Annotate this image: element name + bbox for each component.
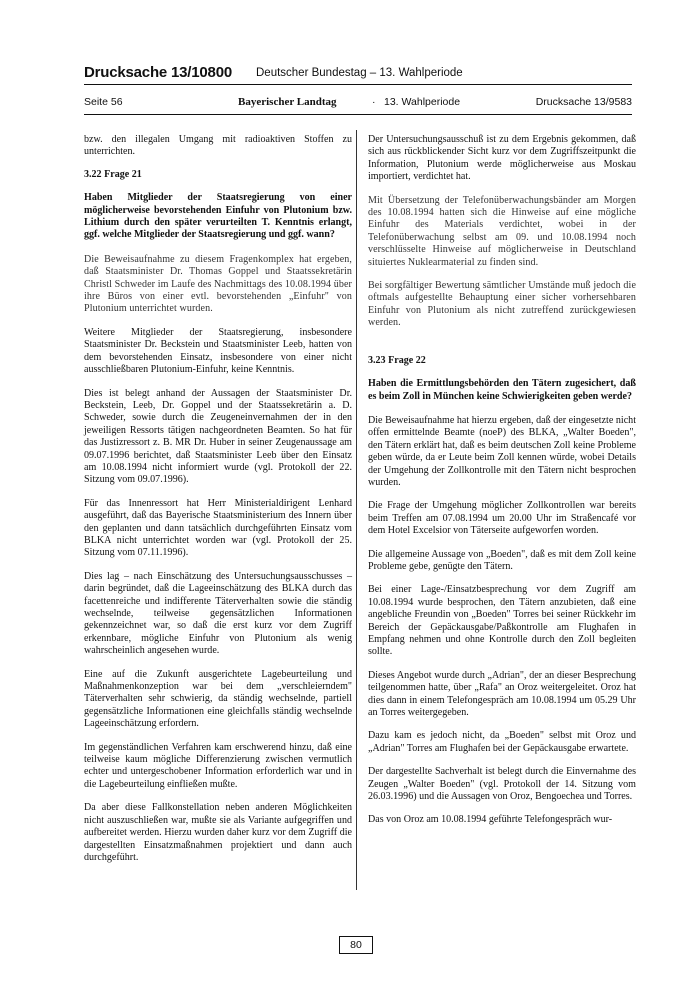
- paragraph: Die Beweisaufnahme hat hierzu ergeben, daß der eingesetzte nicht offen ermittelnde Beamte (noeP) des BLKA, „Walter Boeden", den Tätern erklärt hat, daß es beim deutschen Zoll keine Probleme geben würde, da er Leute beim Zoll kennen würde, wobei Details der Umgehung der Zollkontrolle mit den Tätern nicht besprochen wurden.: [368, 414, 636, 488]
- paragraph: bzw. den illegalen Umgang mit radioaktiven Stoffen zu unterrichten.: [84, 134, 352, 158]
- paragraph: Die Frage der Umgehung möglicher Zollkontrollen war bereits beim Treffen am 07.08.1994 um 20.00 Uhr im Straßencafé vor dem Hotel Excelsior von Täterseite aufgeworfen worden.: [368, 500, 636, 537]
- right-column: [368, 134, 636, 838]
- paragraph: Eine auf die Zukunft ausgerichtete Lagebeurteilung und Maßnahmenkonzeption war bei dem „verschleierndem" Täterverhalten sehr schwierig, da ständig wechselnde, partiell gegensätzliche Informationen eine gleichfalls ständig wechselnde Lageeinschätzung erfordern.: [84, 668, 352, 730]
- paragraph: Die allgemeine Aussage von „Boeden", daß es mit dem Zoll keine Probleme gebe, genügte den Tätern.: [368, 548, 636, 572]
- paragraph: Im gegenständlichen Verfahren kam erschwerend hinzu, daß eine teilweise kaum mögliche Differenzierung zwischen vermutlich echter und untergeschobener Information erforderlich war und in die Lagebeurteilung einfließen mußte.: [84, 741, 352, 790]
- header-separator: ·: [372, 96, 376, 108]
- left-column: [84, 134, 352, 875]
- paragraph: Der Untersuchungsausschuß ist zu dem Ergebnis gekommen, daß sich aus rückblickender Sicht kurz vor dem Zugriffszeitpunkt die Information, Plutonium werde möglicherweise aus Moskau importiert, verdichtet hat.: [368, 134, 636, 183]
- question-21: Haben Mitglieder der Staatsregierung von einer möglicherweise bevorstehenden Einfuhr von Plutonium bzw. Lithium durch den später verurteilten T. Kenntnis erlangt, ggf. welche Mitglieder der Staatsregierung und ggf. wann?: [84, 192, 352, 241]
- period-label: 13. Wahlperiode: [384, 96, 461, 108]
- paragraph: Mit Übersetzung der Telefonüberwachungsbänder am Morgen des 10.08.1994 hatten sich die Hinweise auf eine mögliche Einfuhr des Materials verdichtet, wobei in der Telefonüberwachung selbst am 09. und 10.08.1994 noch verschlüsselte Hinweise auf möglicherweise in Deutschland situiertes Nuklearmaterial zu finden sind.: [368, 194, 636, 268]
- question-22: Haben die Ermittlungsbehörden den Tätern zugesichert, daß es beim Zoll in München keine Schwierigkeiten geben werde?: [368, 378, 636, 402]
- page-subheader: [84, 96, 632, 115]
- paragraph: Bei sorgfältiger Bewertung sämtlicher Umstände muß jedoch die oftmals aufgestellte Behauptung einer sicher vorhersehbaren Einfuhr von Plutonium als nicht zutreffend zurückgewiesen werden.: [368, 280, 636, 329]
- paragraph: Dieses Angebot wurde durch „Adrian", der an dieser Besprechung teilgenommen hatte, über „Rafa" an Oroz weitergeleitet. Oroz hat dies dann in einem Telefongespräch am 10.08.1994 um 05.29 Uhr an Torres weitergegeben.: [368, 669, 636, 719]
- paragraph: Bei einer Lage-/Einsatzbesprechung vor dem Zugriff am 10.08.1994 wurde besprochen, den Tätern anzubieten, daß eine angebliche Freundin von „Boeden" Torres bei seiner Rückkehr im Bereich der Gepäckausgabe/Paßkontrolle am Flughafen in Empfang nehmen und ohne Kontrolle durch den Zoll begleiten sollte.: [368, 584, 636, 658]
- paragraph: Das von Oroz am 10.08.1994 geführte Telefongespräch wur-: [368, 814, 613, 826]
- paragraph: Für das Innenressort hat Herr Ministerialdirigent Lenhard ausgeführt, daß das Bayerische Staatsministerium des Innern über den geplanten und dann tatsächlich durchgeführten Einsatz vom BLKA nicht unterrichtet worden war (vgl. Protokoll der 25. Sitzung vom 07.11.1996).: [84, 497, 352, 559]
- paragraph: Dies ist belegt anhand der Aussagen der Staatsminister Dr. Beckstein, Leeb, Dr. Goppel und der Staatssekretärin a. D. Schweder, sowie durch die Zeugeneinvernahmen der in den jeweiligen Ressorts tätigen nachgeordneten Beamten. So hat für das Justizressort z. B. MR Dr. Huber in seiner Zeugenaussage am 09.07.1996 berichtet, daß Staatsminister Leeb über den Einsatz am 10.08.1994 nicht informiert wurde (vgl. Protokoll der 22. Sitzung vom 09.07.1996).: [84, 387, 352, 486]
- masthead: [84, 64, 632, 85]
- paragraph: Da aber diese Fallkonstellation neben anderen Möglichkeiten nicht auszuschließen war, mußte sie als Variante aufgegriffen und aufbereitet werden. Hierzu wurden daher kurz vor dem Zugriff die dargestellten Einsatzmaßnahmen projektiert und dann auch durchgeführt.: [84, 802, 352, 863]
- section-heading-3-23: 3.23 Frage 22: [368, 354, 426, 366]
- page-label: Seite 56: [84, 96, 123, 108]
- paragraph: Dazu kam es jedoch nicht, da „Boeden" selbst mit Oroz und „Adrian" Torres am Flughafen bei der Gepäckausgabe erwartete.: [368, 730, 636, 754]
- publisher-label: Deutscher Bundestag – 13. Wahlperiode: [256, 67, 463, 79]
- parliament-label: Bayerischer Landtag: [238, 96, 337, 108]
- source-document-number: Drucksache 13/9583: [535, 96, 632, 108]
- document-label: Drucksache 13/10800: [84, 64, 232, 81]
- paragraph: Weitere Mitglieder der Staatsregierung, insbesondere Staatsminister Dr. Beckstein und Staatsminister Leeb, hatten von dem bevorstehenden Einsatz, insbesondere von einer nicht ausschließbaren Plutonium-Einfuhr, keine Kenntnis.: [84, 326, 352, 376]
- paragraph: Dies lag – nach Einschätzung des Untersuchungsausschusses – darin begründet, daß die Lageeinschätzung des BLKA durch das facettenreiche und indifferente Täterverhalten sowie die ständig wechselnde, teilweise gegensätzlichen Informationen gekennzeichnet war, so daß die erst kurz vor dem Zugriff erkennbare, mögliche Einfuhr von Plutonium als wenig wahrscheinlich angesehen wurde.: [84, 570, 352, 657]
- spacer: [368, 341, 636, 355]
- column-divider: [356, 130, 357, 890]
- paragraph: Der dargestellte Sachverhalt ist belegt durch die Einvernahme des Zeugen „Walter Boeden" (vgl. Protokoll der 14. Sitzung vom 26.03.1996) und die Aussagen von Oroz, Bengoechea und Torres.: [368, 766, 636, 803]
- section-heading-3-22: 3.22 Frage 21: [84, 168, 142, 180]
- paragraph: Die Beweisaufnahme zu diesem Fragenkomplex hat ergeben, daß Staatsminister Dr. Thomas Goppel und Staatssekretärin Christl Schweder im Laufe des Nachmittags des 10.08.1994 über ihre Büros von einer evtl. bevorstehenden „Einfuhr" von Plutonium unterrichtet wurden.: [84, 253, 352, 315]
- page-number: 80: [339, 936, 373, 954]
